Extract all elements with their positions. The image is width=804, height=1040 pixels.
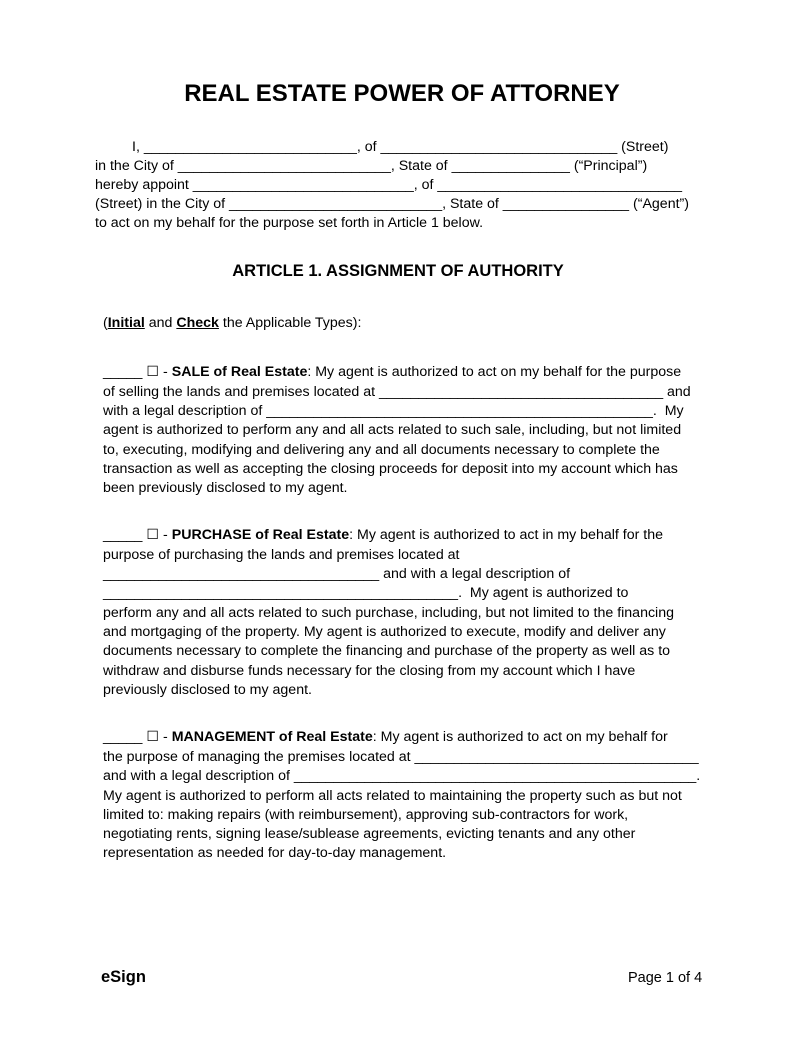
sale-checkbox-prefix[interactable]: _____ ☐ - [103,364,172,380]
purchase-line: previously disclosed to my agent. [103,682,312,698]
sale-line: been previously disclosed to my agent. [103,480,348,496]
management-line: representation as needed for day-to-day management. [103,845,447,861]
sale-line: of selling the lands and premises located at ____________________________________ and [103,384,691,400]
instructions-check: Check [176,315,219,331]
intro-line-3: hereby appoint ____________________________, of _______________________________ [95,177,683,193]
instructions-initial: Initial [107,315,145,331]
sale-line: agent is authorized to perform any and all acts related to such sale, including, but not limited [103,422,682,438]
management-line: negotiating rents, signing lease/sublease agreements, evicting tenants and any other [103,826,636,842]
purchase-line: perform any and all acts related to such purchase, including, but not limited to the financing [103,605,674,621]
management-first-rest: : My agent is authorized to act on my behalf for [372,729,668,745]
purchase-line: _____________________________________________. My agent is authorized to [103,585,629,601]
purchase-line: documents necessary to complete the financing and purchase of the property as well as to [103,643,671,659]
sale-label: SALE of Real Estate [171,364,308,380]
management-line: limited to: making repairs (with reimbursement), approving sub-contractors for work, [103,807,629,823]
sale-line: with a legal description of _________________________________________________. My [103,403,684,419]
sale-line: to, executing, modifying and delivering any and all documents necessary to complete the [103,442,660,458]
purchase-line: withdraw and disburse funds necessary for the closing from my account which I have [103,663,636,679]
sale-line: transaction as well as accepting the closing proceeds for deposit into my account which has [103,461,678,477]
purchase-first-line [103,526,663,545]
purchase-line: and mortgaging of the property. My agent is authorized to execute, modify and deliver any [103,624,666,640]
purchase-label: PURCHASE of Real Estate [171,527,350,543]
management-label: MANAGEMENT of Real Estate [171,729,373,745]
intro-line-2: in the City of ___________________________, State of _______________ (“Principal”) [95,158,648,174]
purchase-first-rest: : My agent is authorized to act in my behalf for the [349,527,663,543]
purchase-line: ___________________________________ and with a legal description of [103,566,571,582]
intro-line-4: (Street) in the City of ___________________________, State of ________________ (“Agent”) [95,196,689,212]
instructions-open: ( [103,315,108,331]
purchase-checkbox-prefix[interactable]: _____ ☐ - [103,527,172,543]
management-checkbox-prefix[interactable]: _____ ☐ - [103,729,172,745]
management-first-line [103,728,668,747]
footer-brand: eSign [101,968,146,986]
instructions-and: and [144,315,177,331]
intro-line-1: I, ___________________________, of ______________________________ (Street) [132,139,669,155]
article-heading: ARTICLE 1. ASSIGNMENT OF AUTHORITY [232,262,564,280]
management-line: and with a legal description of ___________________________________________________. [103,768,701,784]
purchase-line: purpose of purchasing the lands and premises located at [103,547,460,563]
instructions-rest: the Applicable Types): [218,315,362,331]
document-title: REAL ESTATE POWER OF ATTORNEY [184,80,620,107]
intro-line-5: to act on my behalf for the purpose set forth in Article 1 below. [95,215,484,231]
instructions-line [103,314,361,333]
management-line: the purpose of managing the premises located at ____________________________________ [103,749,699,765]
page-number: Page 1 of 4 [628,970,703,986]
management-line: My agent is authorized to perform all acts related to maintaining the property such as but not [103,788,682,804]
sale-first-line [103,363,681,382]
sale-first-rest: : My agent is authorized to act on my behalf for the purpose [307,364,682,380]
